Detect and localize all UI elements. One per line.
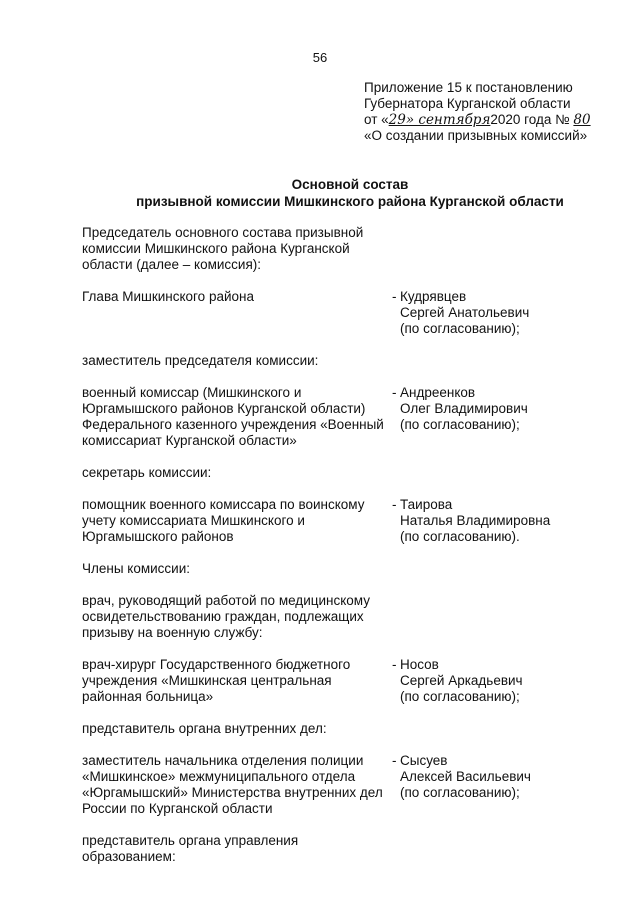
handwritten-number: 80 [573,112,591,128]
dash-separator: - [392,289,397,304]
member-position: представитель органа управления образованием: [82,833,299,864]
person-note: (по согласованию); [400,785,520,800]
document-title [60,176,640,210]
person-given-name: Сергей Анатольевич [400,305,530,320]
person-surname: Таирова [400,497,453,512]
member-position: военный комиссар (Мишкинского и Юргамышского районов Курганской области) Федерального казенного учреждения «Военный комиссариат Курганской области» [82,385,384,448]
person-surname: Носов [400,657,439,672]
person-given-name: Олег Владимирович [400,401,528,416]
list-item [82,657,622,705]
person-surname: Сысуев [400,753,448,768]
title-line-1: Основной состав [291,177,409,192]
person-note: (по согласованию); [400,417,520,432]
member-person [392,497,622,545]
member-person [392,385,622,449]
person-details [400,657,622,705]
person-note: (по согласованию); [400,321,520,336]
person-given-name: Алексей Васильевич [400,769,531,784]
list-item [82,289,622,337]
person-details [400,753,622,817]
person-given-name: Наталья Владимировна [400,513,551,528]
person-note: (по согласованию). [400,529,520,544]
list-item [82,753,622,817]
appendix-header [364,80,634,144]
member-position: врач-хирург Государственного бюджетного учреждения «Мишкинская центральная районная больница» [82,657,351,704]
person-given-name: Сергей Аркадьевич [400,673,523,688]
composition-list [82,225,622,881]
appendix-line-3 [364,112,634,128]
member-person [392,289,622,337]
list-item [82,497,622,545]
person-note: (по согласованию); [400,689,520,704]
member-position: Глава Мишкинского района [82,289,254,304]
member-position: секретарь комиссии: [82,465,212,480]
appendix-date-prefix: от « [364,112,389,127]
person-details [400,289,622,337]
person-surname: Андреенков [400,385,476,400]
member-position: Члены комиссии: [82,561,191,576]
member-position: представитель органа внутренних дел: [82,721,327,736]
person-details [400,497,622,545]
dash-separator: - [392,657,397,672]
list-item [82,385,622,449]
title-line-2: призывной комиссии Мишкинского района Курганской области [136,194,564,209]
page-number: 56 [312,50,328,65]
member-person [392,657,622,705]
list-item [82,225,622,273]
list-item [82,833,622,865]
list-item [82,721,622,737]
appendix-line-2: Губернатора Курганской области [364,96,571,111]
appendix-line-1: Приложение 15 к постановлению [364,80,573,95]
dash-separator: - [392,385,397,400]
person-details [400,385,622,449]
member-position: помощник военного комиссара по воинскому учету комиссариата Мишкинского и Юргамышского районов [82,497,365,544]
appendix-year: 2020 года № [490,112,574,127]
handwritten-date: 29» сентября [388,112,491,128]
member-position: заместитель начальника отделения полиции «Мишкинское» межмуниципального отдела «Юргамышский» Министерства внутренних дел России по Курганской области [82,753,383,816]
dash-separator: - [392,753,397,768]
list-item [82,353,622,369]
member-position: заместитель председателя комиссии: [82,353,319,368]
member-person [392,753,622,817]
list-item [82,593,622,641]
dash-separator: - [392,497,397,512]
list-item [82,465,622,481]
member-position: врач, руководящий работой по медицинскому освидетельствованию граждан, подлежащих призыву на военную службу: [82,593,370,640]
appendix-line-4: «О создании призывных комиссий» [364,128,588,143]
person-surname: Кудрявцев [400,289,467,304]
list-item [82,561,622,577]
member-position: Председатель основного состава призывной комиссии Мишкинского района Курганской области (далее – комиссия): [82,225,364,272]
